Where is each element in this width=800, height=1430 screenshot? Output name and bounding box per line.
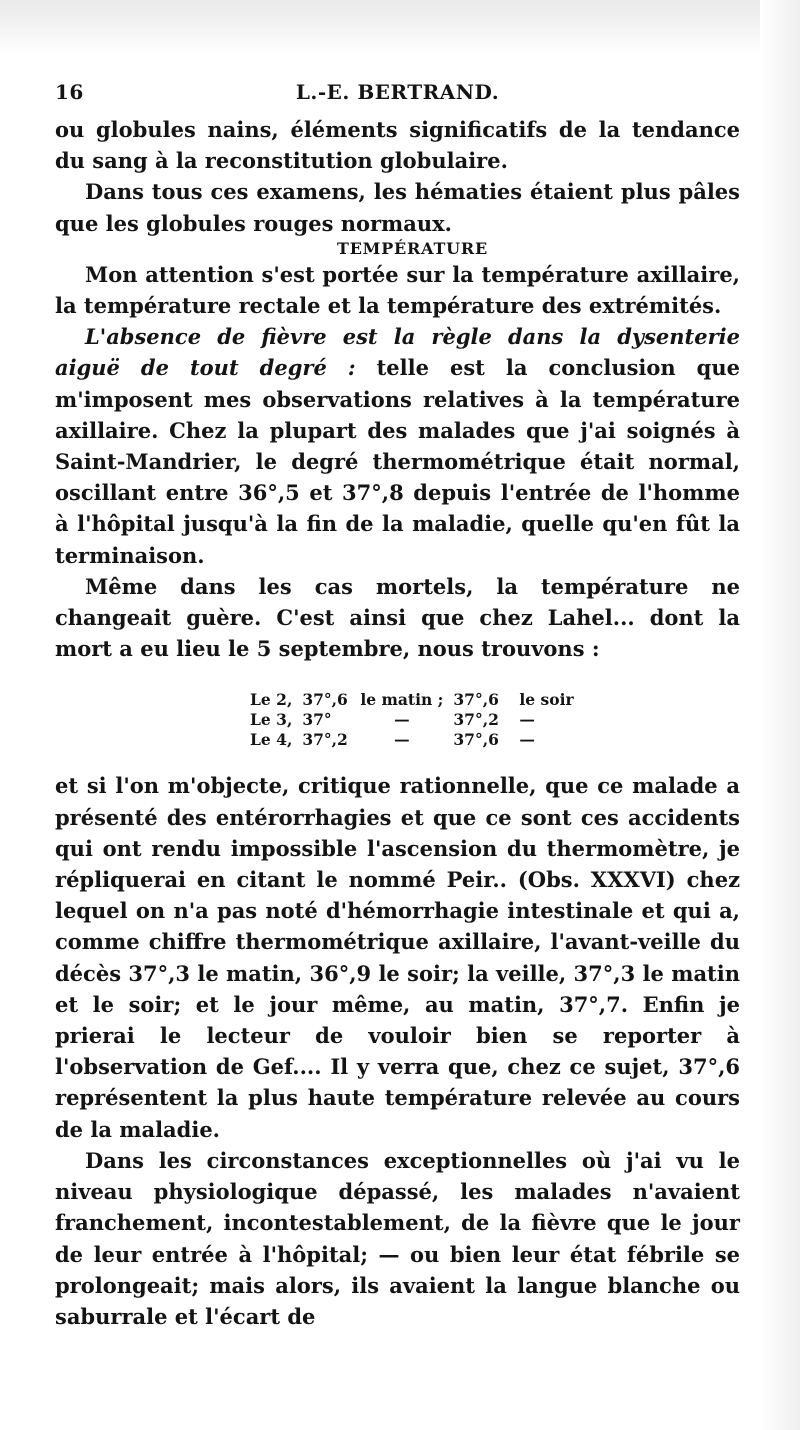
table-row (250, 710, 584, 730)
paragraph-5: Même dans les cas mortels, la température ne changeait guère. C'est ainsi que chez Lahel... dont la mort a eu lieu le 5 septembre, nous trouvons : (55, 573, 740, 662)
morning-temp-cell: 37° (302, 710, 332, 730)
paragraph-7: Dans les circonstances exceptionnelles où j'ai vu le niveau physiologique dépassé, les malades n'avaient franchement, incontestablement, de la fièvre que le jour de leur entrée à l'hôpital; — ou bien leur état fébrile se prolongeait; mais alors, ils avaient la langue blanche ou saburrale et l'écart de (55, 1147, 740, 1329)
section-title: TEMPÉRATURE (336, 238, 489, 258)
paragraph-2: Dans tous ces examens, les hématies étaient plus pâles que les globules rouges normaux. (55, 179, 740, 236)
page-number: 16 (55, 80, 84, 104)
morning-temp-cell: 37°,2 (302, 730, 348, 750)
evening-temp-cell: 37°,2 (453, 710, 499, 730)
evening-temp-cell: 37°,6 (453, 690, 499, 710)
page-top-shading (0, 0, 800, 55)
evening-label-cell: le soir (519, 690, 574, 710)
evening-label-cell: — (519, 730, 535, 750)
paragraph-4-rest: telle est la conclusion que m'imposent mes observations relatives à la température axillaire. Chez la plupart des malades que j'ai soignés à Saint-Mandrier, le degré thermométrique était normal, oscillant entre 36°,5 et 37°,8 depuis l'entrée de l'homme à l'hôpital jusqu'à la fin de la maladie, quelle qu'en fût la terminaison. (55, 355, 740, 568)
day-cell: Le 4, (250, 730, 293, 750)
day-cell: Le 2, (250, 690, 293, 710)
paragraph-4 (55, 321, 740, 571)
table-row (250, 690, 584, 710)
temperature-table (55, 690, 740, 750)
morning-temp-cell: 37°,6 (302, 690, 348, 710)
paragraph-1: ou globules nains, éléments significatifs de la tendance du sang à la reconstitution globulaire. (55, 117, 740, 174)
morning-label-cell: — (394, 730, 410, 750)
morning-label-cell: le matin ; (360, 690, 444, 710)
body-text (55, 114, 740, 1332)
paragraph-3: Mon attention s'est portée sur la température axillaire, la température rectale et la température des extrémités. (55, 261, 740, 319)
paragraph-4-italic: L'absence de fièvre est la règle dans la dysenterie aiguë de tout degré : (55, 324, 740, 381)
page-header (55, 80, 740, 110)
morning-label-cell: — (394, 710, 410, 730)
table-row (250, 730, 584, 750)
day-cell: Le 3, (250, 710, 293, 730)
evening-label-cell: — (519, 710, 535, 730)
paragraph-6: et si l'on m'objecte, critique rationnelle, que ce malade a présenté des entérorrhagies et que ce sont ces accidents qui ont rendu impossible l'ascension du thermomètre, je répliquerai en citant le nommé Peir.. (Obs. XXXVI) chez lequel on n'a pas noté d'hémorrhagie intestinale et qui a, comme chiffre thermométrique axillaire, l'avant-veille du décès 37°,3 le matin, 36°,9 le soir; la veille, 37°,3 le matin et le soir; et le jour même, au matin, 37°,7. Enfin je prierai le lecteur de vouloir bien se reporter à l'observation de Gef.... Il y verra que, chez ce sujet, 37°,6 représentent la plus haute température relevée au cours de la maladie. (55, 773, 740, 1142)
running-title: L.-E. BERTRAND. (295, 80, 500, 104)
page-edge-shading (760, 0, 800, 1430)
evening-temp-cell: 37°,6 (453, 730, 499, 750)
